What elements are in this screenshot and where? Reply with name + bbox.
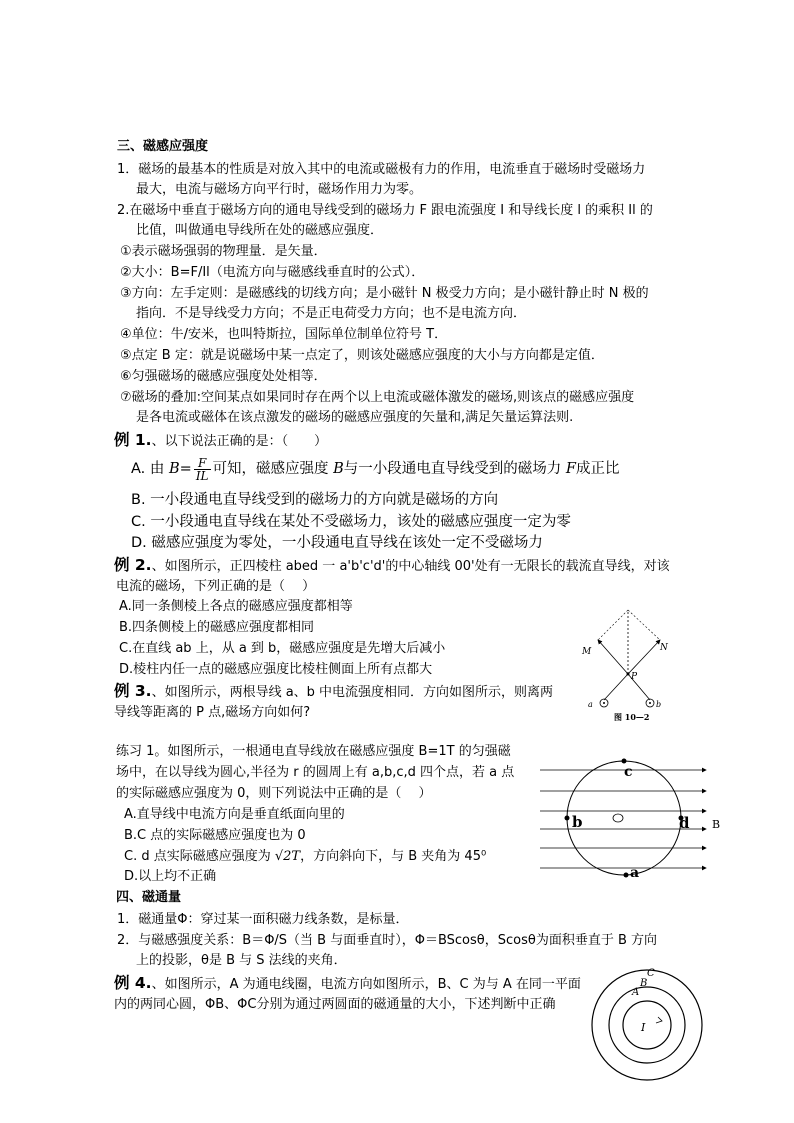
label-b: b — [572, 813, 583, 831]
math-symbol: B — [169, 461, 180, 477]
option-d: D.以上均不正确 — [124, 869, 217, 884]
math-symbol: F — [565, 461, 576, 477]
example-label: 例 1. — [114, 431, 152, 449]
label-p: P — [631, 672, 638, 682]
section-title-4: 四、磁通量 — [116, 890, 182, 905]
paragraph-line: 最大，电流与磁场方向平行时，磁场作用力为零。 — [136, 182, 423, 197]
list-item: ③方向：左手定则：是磁感线的切线方向；是小磁针 N 极受力方向；是小磁针静止时 N 极的 — [120, 286, 649, 301]
label-field-b: B — [712, 818, 721, 831]
example-4-stem — [114, 974, 581, 994]
list-item: 是各电流或磁体在该点激发的磁场的磁感应强度的矢量和,满足矢量运算法则. — [136, 410, 574, 425]
label-c: c — [624, 764, 633, 780]
list-item: ④单位：牛/安米，也叫特斯拉，国际单位制单位符号 T． — [120, 327, 448, 342]
label-m: M — [582, 647, 592, 657]
list-item: ②大小：B=F/Il（电流方向与磁感线垂直时的公式）． — [120, 265, 425, 280]
label-c: C — [647, 968, 655, 979]
figure-caption: 图 10—2 — [614, 712, 650, 722]
option-c — [124, 848, 486, 866]
example-stem: 、如图所示，正四棱柱 abed 一 a'b'c'd'的中心轴线 00'处有一无限长的载流直导线，对该 — [151, 559, 670, 574]
label-a: a — [630, 865, 640, 881]
option-c: C.在直线 ab 上，从 a 到 b，磁感应强度是先增大后减小 — [119, 641, 446, 656]
example-label: 例 4. — [114, 974, 152, 992]
list-item: ⑤点定 B 定：就是说磁场中某一点定了，则该处磁感应强度的大小与方向都是定值． — [120, 348, 604, 363]
figure-10-2 — [576, 604, 686, 724]
figure-concentric-rings — [586, 957, 712, 1083]
option-b: B.C 点的实际磁感应强度也为 0 — [124, 828, 306, 843]
example-stem: 、如图所示，A 为通电线圈，电流方向如图所示，B、C 为与 A 在同一平面 — [151, 977, 581, 992]
label-i: I — [641, 1021, 646, 1034]
example-stem: 、以下说法正确的是：（ ） — [151, 434, 328, 449]
label-d: d — [679, 814, 690, 832]
list-item: ⑦磁场的叠加:空间某点如果同时存在两个以上电流或磁体激发的磁场,则该点的磁感应强度 — [120, 390, 635, 405]
list-item: ⑥匀强磁场的磁感应强度处处相等． — [120, 369, 327, 384]
option-text: A. 由 — [131, 461, 165, 477]
paragraph-line: 2．与磁感强度关系：B＝Φ/S（当 B 与面垂直时），Φ＝BScosθ，Scosθ为面积垂直于 B 方向 — [117, 933, 658, 948]
paragraph-line: 1．磁场的最基本的性质是对放入其中的电流或磁极有力的作用，电流垂直于磁场时受磁场力 — [117, 162, 646, 177]
example-2-stem — [114, 556, 670, 576]
option-text: 与一小段通电直导线受到的磁场力 — [343, 461, 562, 477]
label-a: A — [632, 987, 640, 998]
option-b: B.四条侧棱上的磁感应强度都相同 — [119, 620, 315, 635]
option-d: D. 磁感应强度为零处，一小段通电直导线在该处一定不受磁场力 — [131, 535, 543, 551]
option-text: 可知，磁感应强度 — [212, 461, 329, 477]
list-item: ①表示磁场强弱的物理量．是矢量． — [120, 244, 327, 259]
figure-field-circle — [538, 760, 728, 882]
option-a: A.同一条侧棱上各点的磁感应强度都相等 — [119, 599, 353, 614]
practice-stem-line: 场中，在以导线为圆心,半径为 r 的圆周上有 a,b,c,d 四个点，若 a 点 — [116, 765, 515, 780]
list-item: 指向．不是导线受力方向；不是正电荷受力方向；也不是电流方向． — [136, 306, 527, 321]
label-n: N — [660, 643, 668, 653]
label-a: a — [588, 700, 593, 709]
example-stem-line: 电流的磁场，下列正确的是（ ） — [116, 579, 316, 594]
paragraph-line: 比值，叫做通电导线所在处的磁感应强度． — [136, 223, 384, 238]
example-stem: 、如图所示，两根导线 a、b 中电流强度相同．方向如图所示，则离两 — [151, 685, 554, 700]
example-stem-line: 导线等距离的 P 点,磁场方向如何? — [114, 705, 311, 720]
option-c: C. 一小段通电直导线在某处不受磁场力，该处的磁感应强度一定为零 — [131, 514, 571, 530]
label-b: B — [640, 978, 648, 989]
example-label: 例 2. — [114, 556, 152, 574]
option-b: B. 一小段通电直导线受到的磁场力的方向就是磁场的方向 — [131, 492, 499, 508]
option-text: 成正比 — [575, 461, 620, 477]
practice-1-stem: 练习 1。如图所示，一根通电直导线放在磁感应强度 B=1T 的匀强磁 — [116, 744, 511, 759]
option-text: ，方向斜向下，与 B 夹角为 45⁰ — [300, 849, 487, 864]
option-text: C. d 点实际磁感应强度为 — [124, 849, 271, 864]
option-a: A.直导线中电流方向是垂直纸面向里的 — [124, 807, 345, 822]
fraction-numerator: F — [194, 457, 211, 470]
practice-stem-line: 的实际磁感应强度为 0，则下列说法中正确的是（ ） — [116, 786, 432, 801]
option-d: D.棱柱内任一点的磁感应强度比棱柱侧面上所有点都大 — [119, 662, 433, 677]
paragraph-line: 上的投影，θ是 B 与 S 法线的夹角． — [136, 953, 347, 968]
example-3-stem — [114, 682, 553, 702]
example-stem-line: 内的两同心圆，ΦB、ΦC分别为通过两圆面的磁通量的大小，下述判断中正确 — [114, 997, 556, 1012]
option-a — [131, 456, 619, 482]
math-symbol: = — [179, 461, 192, 477]
section-title-3: 三、磁感应强度 — [117, 139, 209, 154]
fraction-denominator: IL — [195, 468, 209, 483]
paragraph-line: 2.在磁场中垂直于磁场方向的通电导线受到的磁场力 F 跟电流强度 I 和导线长度 l 的乘积 Il 的 — [117, 203, 653, 218]
fraction — [194, 457, 211, 482]
label-b: b — [656, 700, 662, 709]
paragraph-line: 1．磁通量Φ：穿过某一面积磁力线条数，是标量． — [117, 912, 409, 927]
example-1-stem — [114, 431, 327, 451]
math-symbol: B — [333, 461, 344, 477]
math-value: √2T — [274, 849, 301, 864]
example-label: 例 3. — [114, 682, 152, 700]
